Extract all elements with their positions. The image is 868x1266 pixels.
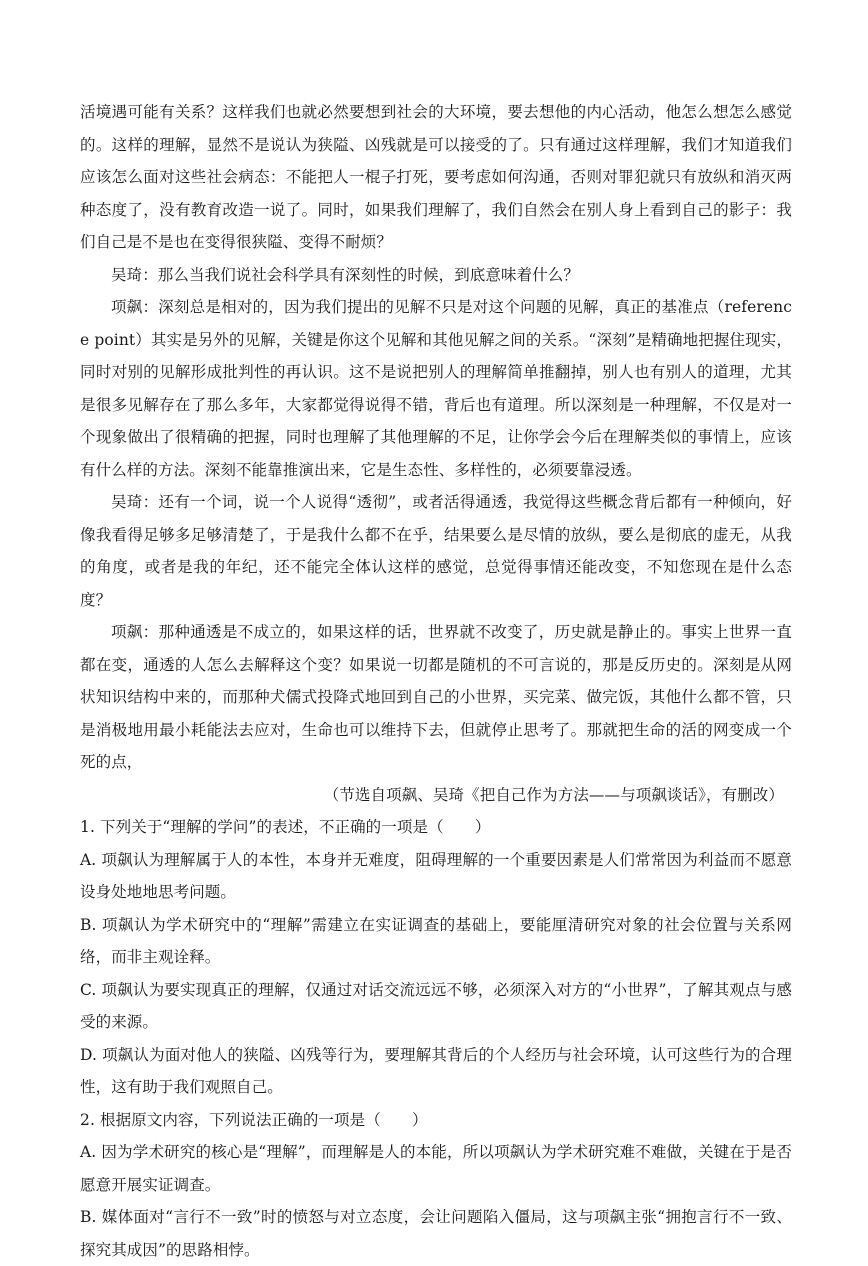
passage-paragraph: 吴琦：还有一个词，说一个人说得“透彻”，或者活得通透，我觉得这些概念背后都有一种倾向，好像我看得足够多足够清楚了，于是我什么都不在乎，结果要么是尽情的放纵，要么是彻底的虚无，从我的角度，或者是我的年纪，还不能完全体认这样的感觉，总觉得事情还能改变，不知您现在是什么态度？ <box>80 486 792 616</box>
passage-source: （节选自项飙、吴琦《把自己作为方法——与项飙谈话》，有删改） <box>80 779 792 812</box>
passage-paragraph: 活境遇可能有关系？这样我们也就必然要想到社会的大环境，要去想他的内心活动，他怎么想怎么感觉的。这样的理解，显然不是说认为狭隘、凶残就是可以接受的了。只有通过这样理解，我们才知道我们应该怎么面对这些社会病态：不能把人一棍子打死，要考虑如何沟通，否则对罪犯就只有放纵和消灭两种态度了，没有教育改造一说了。同时，如果我们理解了，我们自然会在别人身上看到自己的影子：我们自己是不是也在变得很狭隘、变得不耐烦？ <box>80 96 792 259</box>
passage-paragraph: 吴琦：那么当我们说社会科学具有深刻性的时候，到底意味着什么？ <box>80 259 792 292</box>
option-a: A. 因为学术研究的核心是“理解”，而理解是人的本能，所以项飙认为学术研究难不难做，关键在于是否愿意开展实证调查。 <box>80 1136 792 1201</box>
document-body <box>80 96 792 1266</box>
question-2 <box>80 1104 792 1266</box>
question-stem: 1. 下列关于“理解的学问”的表述，不正确的一项是（ ） <box>80 811 792 844</box>
option-b: B. 媒体面对“言行不一致”时的愤怒与对立态度，会让问题陷入僵局，这与项飙主张“拥抱言行不一致、探究其成因”的思路相悖。 <box>80 1201 792 1266</box>
option-a: A. 项飙认为理解属于人的本性，本身并无难度，阻碍理解的一个重要因素是人们常常因为利益而不愿意设身处地地思考问题。 <box>80 844 792 909</box>
passage-paragraph: 项飙：深刻总是相对的，因为我们提出的见解不只是对这个问题的见解，真正的基准点（reference point）其实是另外的见解，关键是你这个见解和其他见解之间的关系。“深刻”是精确地把握住现实，同时对别的见解形成批判性的再认识。这不是说把别人的理解简单推翻掉，别人也有别人的道理，尤其是很多见解存在了那么多年，大家都觉得说得不错，背后也有道理。所以深刻是一种理解，不仅是对一个现象做出了很精确的把握，同时也理解了其他理解的不足，让你学会今后在理解类似的事情上，应该有什么样的方法。深刻不能靠推演出来，它是生态性、多样性的，必须要靠浸透。 <box>80 291 792 486</box>
question-stem: 2. 根据原文内容，下列说法正确的一项是（ ） <box>80 1104 792 1137</box>
option-c: C. 项飙认为要实现真正的理解，仅通过对话交流远远不够，必须深入对方的“小世界”，了解其观点与感受的来源。 <box>80 974 792 1039</box>
question-1 <box>80 811 792 1104</box>
passage-paragraph: 项飙：那种通透是不成立的，如果这样的话，世界就不改变了，历史就是静止的。事实上世界一直都在变，通透的人怎么去解释这个变？如果说一切都是随机的不可言说的，那是反历史的。深刻是从网状知识结构中来的，而那种犬儒式投降式地回到自己的小世界，买完菜、做完饭，其他什么都不管，只是消极地用最小耗能法去应对，生命也可以维持下去，但就停止思考了。那就把生命的活的网变成一个死的点， <box>80 616 792 779</box>
option-d: D. 项飙认为面对他人的狭隘、凶残等行为，要理解其背后的个人经历与社会环境，认可这些行为的合理性，这有助于我们观照自己。 <box>80 1039 792 1104</box>
option-b: B. 项飙认为学术研究中的“理解”需建立在实证调查的基础上，要能厘清研究对象的社会位置与关系网络，而非主观诠释。 <box>80 909 792 974</box>
